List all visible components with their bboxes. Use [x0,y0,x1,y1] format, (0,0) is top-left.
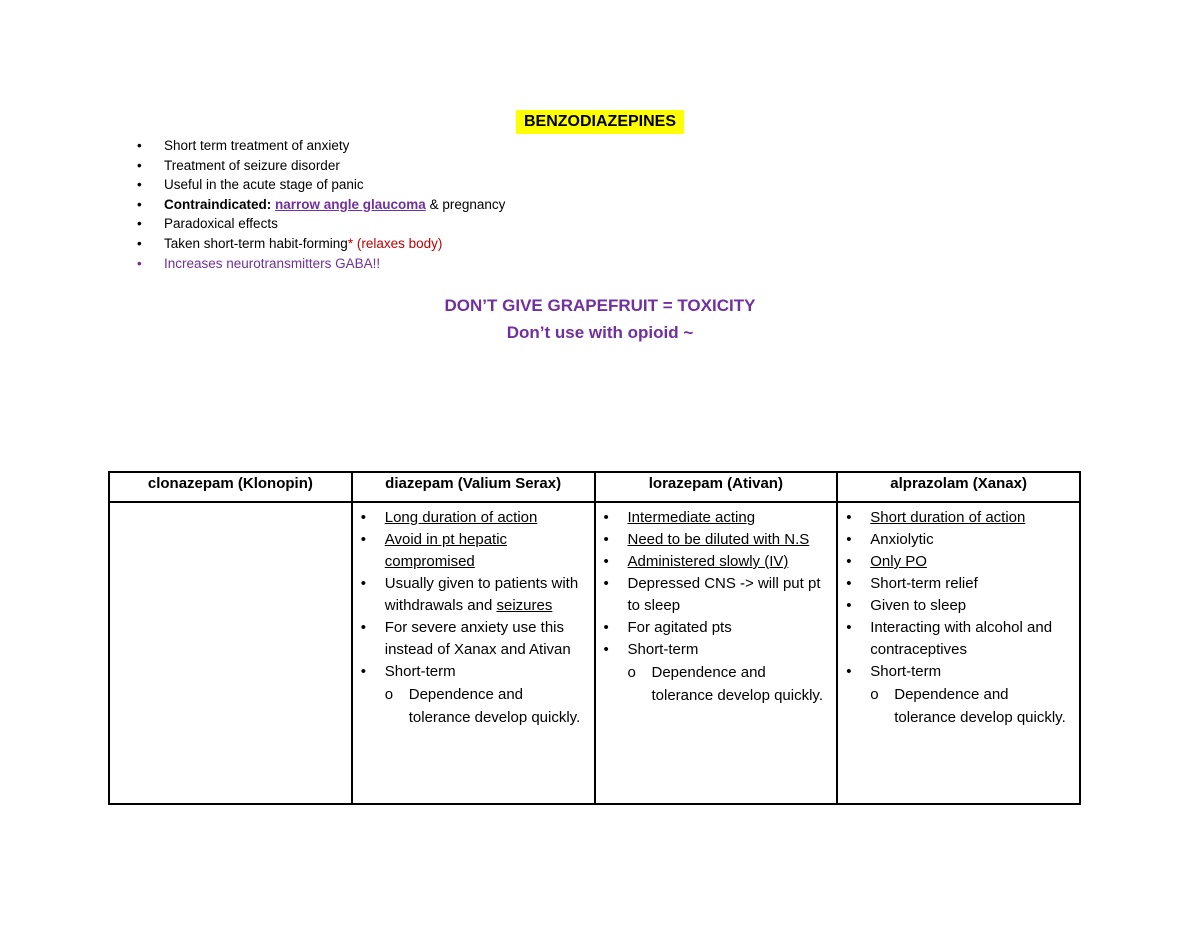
intro-list [137,136,505,273]
glaucoma-link[interactable]: narrow angle glaucoma [275,196,426,212]
list-item: • Intermediate acting [602,507,831,529]
list-item: • Short-term o Dependence and tolerance develop quickly. [844,661,1073,729]
header-lorazepam: lorazepam (Ativan) [595,472,838,502]
list-item: • Given to sleep [844,595,1073,617]
list-item: • Need to be diluted with N.S [602,529,831,551]
list-item: • Long duration of action [359,507,588,529]
list-item: • Short duration of action [844,507,1073,529]
sub-list-item: o Dependence and tolerance develop quickly. [870,683,1073,729]
list-item: • For severe anxiety use this instead of Xanax and Ativan [359,617,588,661]
sub-list-item: o Dependence and tolerance develop quickly. [628,661,831,707]
list-item: • Short-term o Dependence and tolerance develop quickly. [359,661,588,729]
intro-item: • Useful in the acute stage of panic [137,175,505,195]
cell-diazepam [352,502,595,804]
intro-item: • Short term treatment of anxiety [137,136,505,156]
alprazolam-sublist [870,683,1073,729]
list-item: • Depressed CNS -> will put pt to sleep [602,573,831,617]
page-title: BENZODIAZEPINES [516,110,684,134]
intro-item: • Paradoxical effects [137,214,505,234]
cell-clonazepam [109,502,352,804]
list-item: • Only PO [844,551,1073,573]
alprazolam-list [844,507,1073,729]
header-clonazepam: clonazepam (Klonopin) [109,472,352,502]
intro-item: • Treatment of seizure disorder [137,156,505,176]
list-item: • Administered slowly (IV) [602,551,831,573]
list-item: • For agitated pts [602,617,831,639]
diazepam-list [359,507,588,729]
list-item: • Avoid in pt hepatic compromised [359,529,588,573]
lorazepam-sublist [628,661,831,707]
warning-block [0,292,1200,346]
sub-list-item: o Dependence and tolerance develop quickly. [385,683,588,729]
diazepam-sublist [385,683,588,729]
header-alprazolam: alprazolam (Xanax) [837,472,1080,502]
list-item: • Anxiolytic [844,529,1073,551]
list-item: • Short-term relief [844,573,1073,595]
cell-lorazepam [595,502,838,804]
list-item: • Short-term o Dependence and tolerance develop quickly. [602,639,831,707]
header-diazepam: diazepam (Valium Serax) [352,472,595,502]
grapefruit-warning: DON’T GIVE GRAPEFRUIT = TOXICITY [444,296,756,315]
intro-item-habit: • Taken short-term habit-forming* (relaxes body) [137,234,505,254]
list-item: • Usually given to patients with withdrawals and seizures [359,573,588,617]
table-header-row [109,472,1080,502]
title-wrapper [0,110,1200,134]
lorazepam-list [602,507,831,707]
table-row [109,502,1080,804]
drug-comparison-table [108,471,1081,805]
opioid-warning: Don’t use with opioid ~ [506,323,694,342]
cell-alprazolam [837,502,1080,804]
list-item: • Interacting with alcohol and contraceptives [844,617,1073,661]
intro-item-contraindicated: • Contraindicated: narrow angle glaucoma & pregnancy [137,195,505,215]
intro-item-gaba: • Increases neurotransmitters GABA!! [137,254,505,274]
